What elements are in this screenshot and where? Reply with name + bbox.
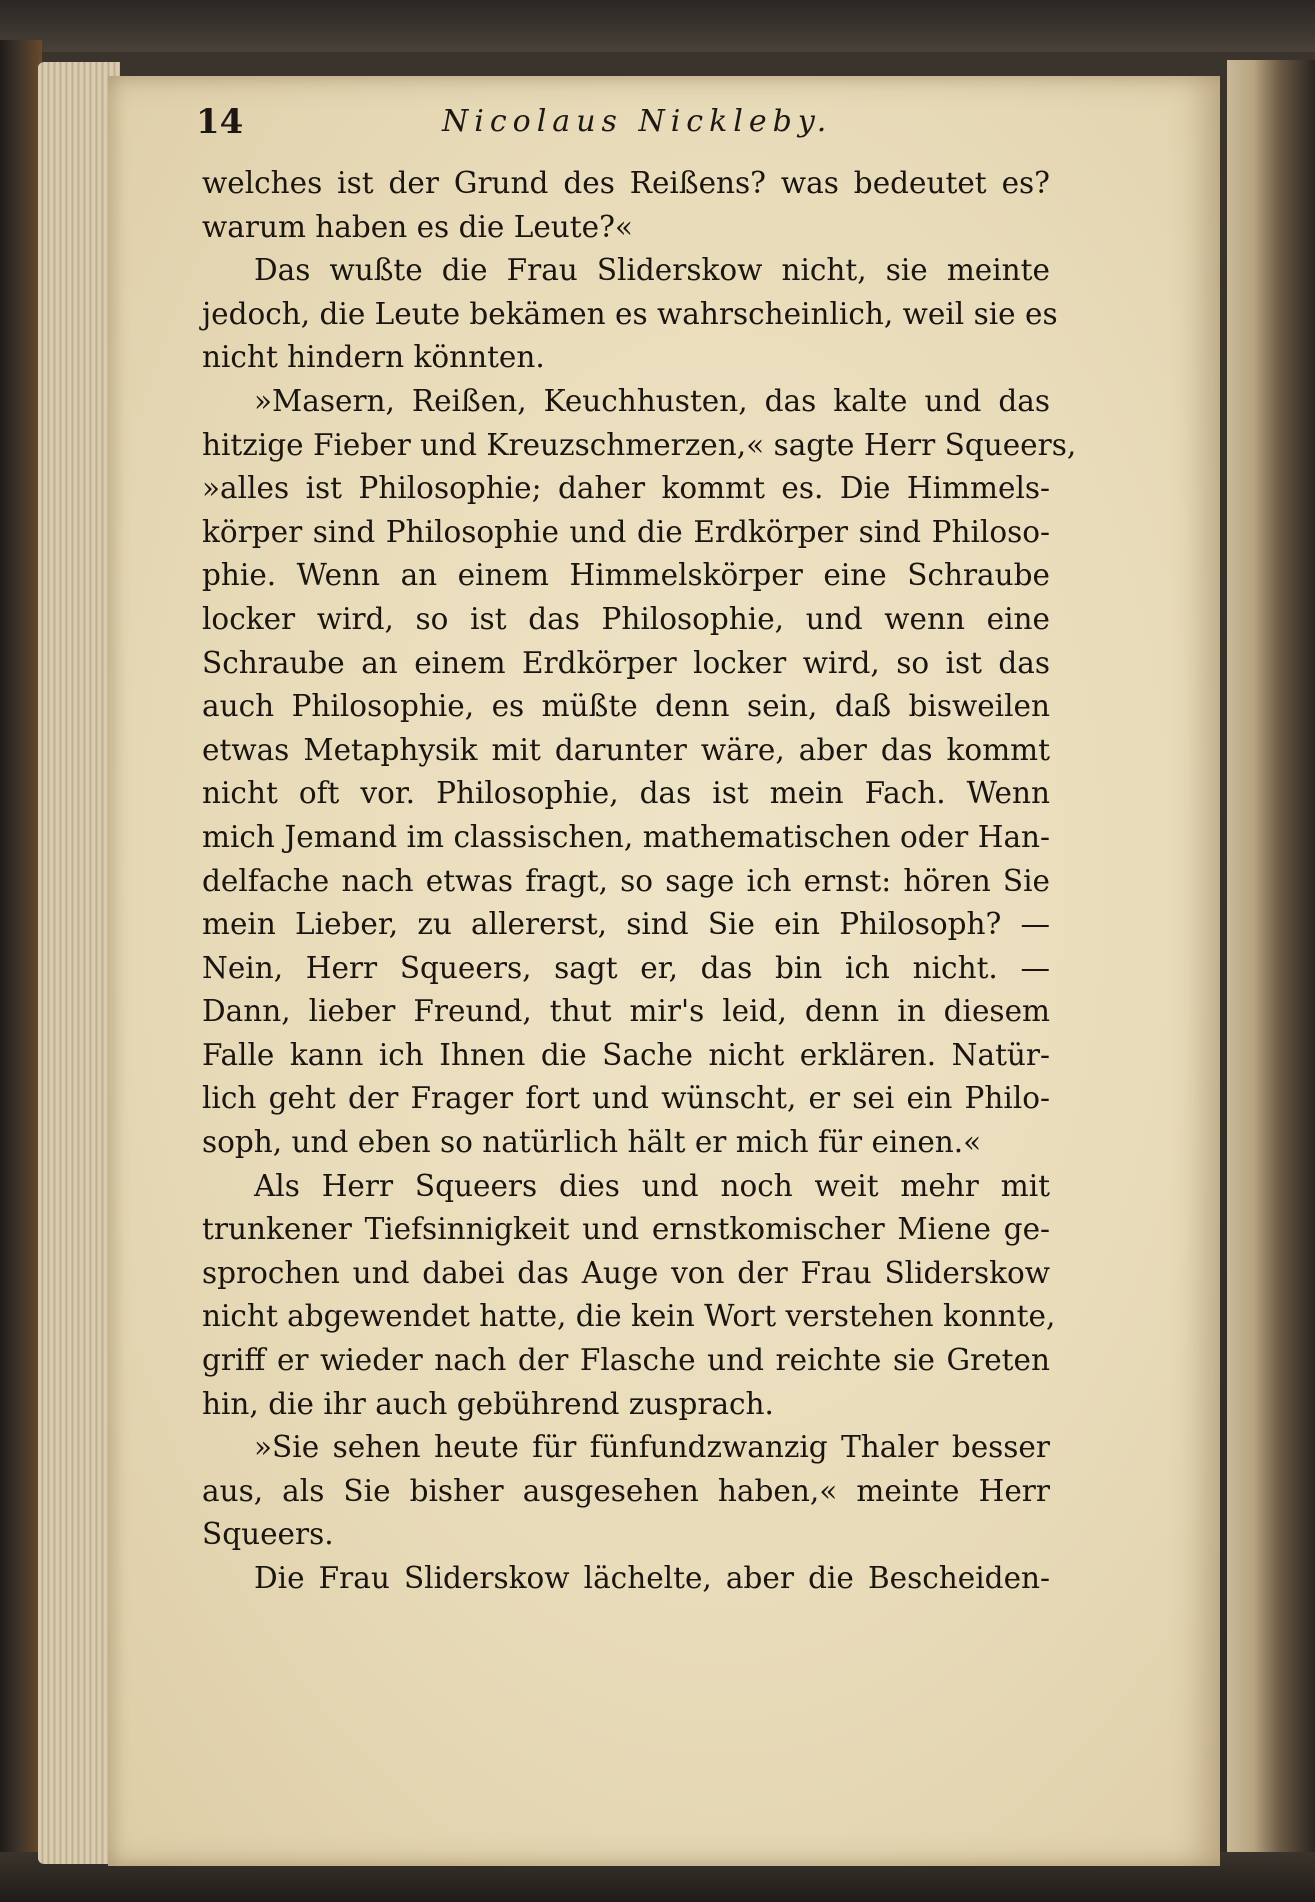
text-line: »alles ist Philosophie; daher kommt es. Die Himmels- [202,471,1050,506]
body-text [202,162,1077,1601]
text-line: nicht abgewendet hatte, die kein Wort verstehen konnte, [202,1299,1056,1334]
book-cover-left-edge [0,40,42,1870]
text-line: phie. Wenn an einem Himmelskörper eine Schraube [202,558,1050,593]
text-line: lich geht der Frager fort und wünscht, er sei ein Philo- [202,1081,1050,1116]
text-line: »Sie sehen heute für fünfundzwanzig Thaler besser [254,1430,1050,1465]
text-line: etwas Metaphysik mit darunter wäre, aber das kommt [202,732,1050,767]
text-line: Die Frau Sliderskow lächelte, aber die Bescheiden- [254,1561,1050,1595]
text-line: nicht oft vor. Philosophie, das ist mein Fach. Wenn [202,776,1050,811]
text-line: hitzige Fieber und Kreuzschmerzen,« sagte Herr Squeers, [202,427,1077,462]
text-line: Falle kann ich Ihnen die Sache nicht erklären. Natür- [202,1037,1050,1072]
book-cover-right-edge [1227,60,1315,1860]
book-cover-top-edge [0,0,1315,52]
running-title: Nicolaus Nickleby. [442,104,833,139]
page-number: 14 [196,102,244,142]
text-line: griff er wieder nach der Flasche und reichte sie Greten [202,1343,1050,1378]
text-line: warum haben es die Leute?« [202,209,633,244]
text-line: delfache nach etwas fragt, so sage ich ernst: hören Sie [202,863,1050,898]
text-line: Nein, Herr Squeers, sagt er, das bin ich nicht. — [202,950,1050,985]
text-line: Das wußte die Frau Sliderskow nicht, sie meinte [254,253,1050,288]
text-line: Squeers. [202,1517,334,1552]
text-line: welches ist der Grund des Reißens? was bedeutet es? [202,166,1050,200]
text-line: jedoch, die Leute bekämen es wahrscheinlich, weil sie es [202,296,1058,331]
text-line: nicht hindern könnten. [202,340,545,375]
text-line: Als Herr Squeers dies und noch weit mehr mit [254,1168,1050,1203]
text-line: mich Jemand im classischen, mathematischen oder Han- [202,819,1050,854]
text-line: trunkener Tiefsinnigkeit und ernstkomischer Miene ge- [202,1212,1050,1247]
text-line: Schraube an einem Erdkörper locker wird, so ist das [202,645,1050,680]
text-line: »Masern, Reißen, Keuchhusten, das kalte und das [254,383,1050,418]
text-line: mein Lieber, zu allererst, sind Sie ein Philosoph? — [202,907,1050,942]
text-line: aus, als Sie bisher ausgesehen haben,« meinte Herr [202,1473,1050,1508]
text-line: sprochen und dabei das Auge von der Frau Sliderskow [202,1255,1050,1290]
text-line: auch Philosophie, es müßte denn sein, daß bisweilen [202,689,1050,724]
text-line: hin, die ihr auch gebührend zusprach. [202,1386,774,1421]
text-line: Dann, lieber Freund, thut mir's leid, denn in diesem [202,994,1050,1029]
text-line: körper sind Philosophie und die Erdkörper sind Philoso- [202,514,1050,549]
text-line: soph, und eben so natürlich hält er mich für einen.« [202,1125,982,1160]
text-line: locker wird, so ist das Philosophie, und wenn eine [202,601,1050,636]
